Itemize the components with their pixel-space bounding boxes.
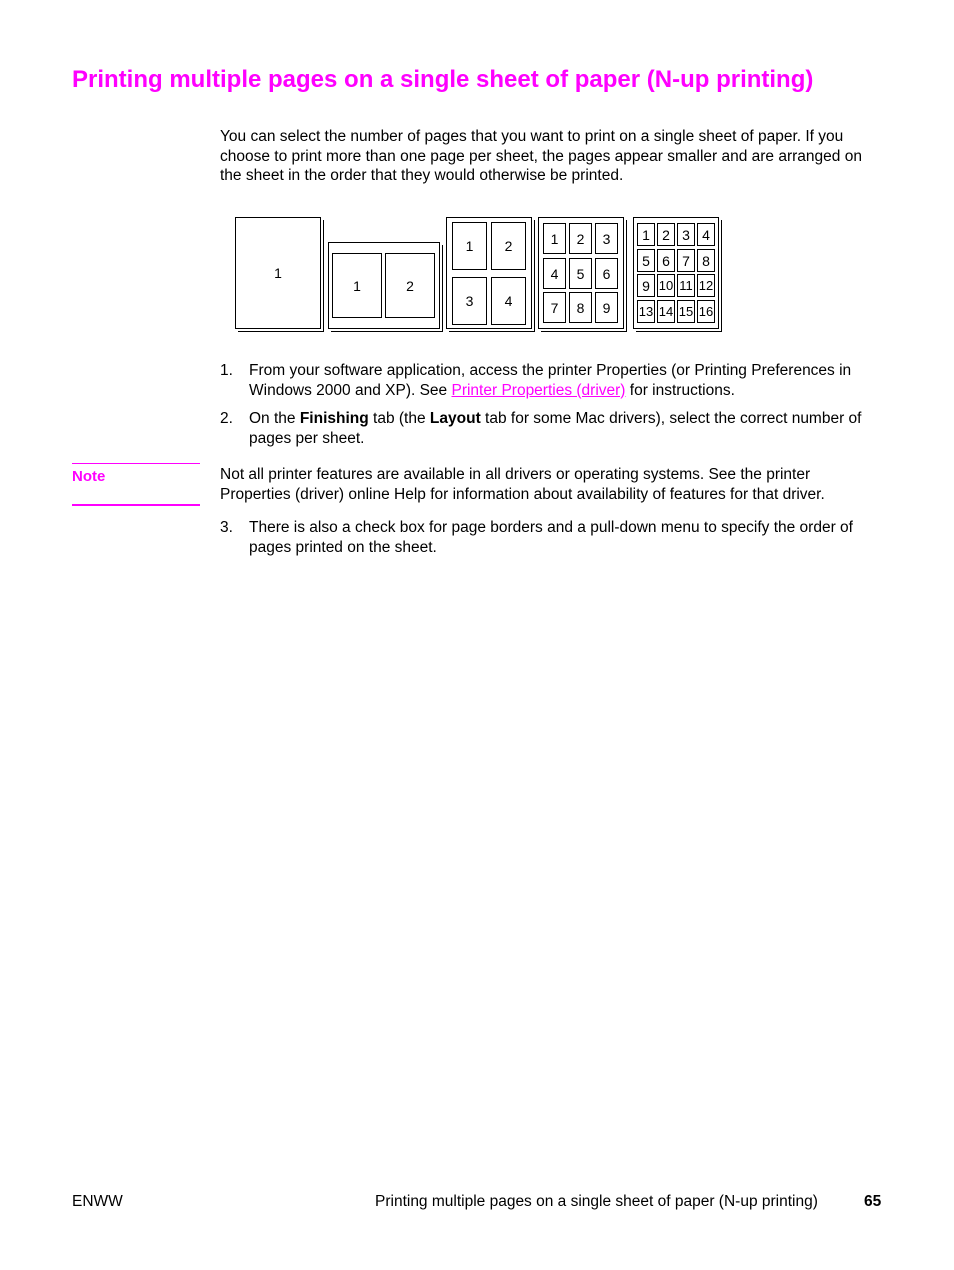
step-text [249,361,889,400]
page-cell: 11 [677,274,695,297]
page-cell: 12 [697,274,715,297]
page-cell: 8 [697,249,715,272]
page-cell: 13 [637,300,655,323]
sheet-2-up [328,242,440,329]
sheet-4-up [446,217,532,329]
page-cell: 9 [637,274,655,297]
page-title: Printing multiple pages on a single sheet of paper (N-up printing) [72,66,814,93]
step-number: 3. [220,519,233,536]
step-number: 1. [220,362,233,379]
finishing-tab-name: Finishing [299,410,369,427]
page-cell: 5 [637,249,655,272]
page-cell: 8 [569,292,592,323]
page-cell: 5 [569,258,592,289]
note-text: Not all printer features are available in all drivers or operating systems. See the printer Properties (driver) online Help for information about availability of features for that driver. [220,466,825,503]
step-text-part: tab (the [368,410,430,427]
page-cell: 1 [332,253,382,318]
page-cell: 3 [452,277,487,325]
page-cell: 4 [697,223,715,246]
page-cell: 6 [657,249,675,272]
step-text [249,409,889,448]
page-cell: 14 [657,300,675,323]
intro-paragraph: You can select the number of pages that you want to print on a single sheet of paper. If you choose to print more than one page per sheet, the pages appear smaller and are arranged on the sheet in the order that they would otherwise be printed. [220,128,862,184]
step-text-part: From your software application, access the printer Properties (or Printing Preferences in Windows 2000 and XP). See [249,362,852,399]
page-cell: 3 [677,223,695,246]
page-cell: 2 [657,223,675,246]
page-cell: 2 [569,223,592,254]
page-cell: 4 [491,277,526,325]
page-cell: 3 [595,223,618,254]
printer-properties-link[interactable]: Printer Properties (driver) [451,381,626,399]
footer-left: ENWW [72,1193,123,1210]
step-number: 2. [220,410,233,427]
footer-chapter-title: Printing multiple pages on a single sheet of paper (N-up printing) [375,1193,818,1210]
step-text: There is also a check box for page borders and a pull-down menu to specify the order of pages printed on the sheet. [249,519,853,556]
page-cell: 9 [595,292,618,323]
sheet-1-up [235,217,321,329]
page-cell: 15 [677,300,695,323]
sheet-9-up [538,217,624,329]
page-cell: 1 [236,218,320,328]
note-label: Note [72,468,106,485]
page-number: 65 [864,1193,882,1210]
page-cell: 2 [491,222,526,270]
page-cell: 1 [452,222,487,270]
page-cell: 7 [677,249,695,272]
page-cell: 16 [697,300,715,323]
page-cell: 6 [595,258,618,289]
step-text-part: tab for some Mac drivers), select the correct number of pages per sheet. [249,410,862,447]
page-cell: 1 [637,223,655,246]
page-cell: 2 [385,253,435,318]
note-label-box [72,463,200,506]
step-text-part: for instructions. [625,381,735,399]
layout-tab-name: Layout [429,410,481,427]
page-cell: 10 [657,274,675,297]
sheet-16-up [633,217,719,329]
page-cell: 1 [543,223,566,254]
step-text-part: On the [249,410,300,427]
page-cell: 7 [543,292,566,323]
n-up-diagram [235,216,725,332]
page-cell: 4 [543,258,566,289]
